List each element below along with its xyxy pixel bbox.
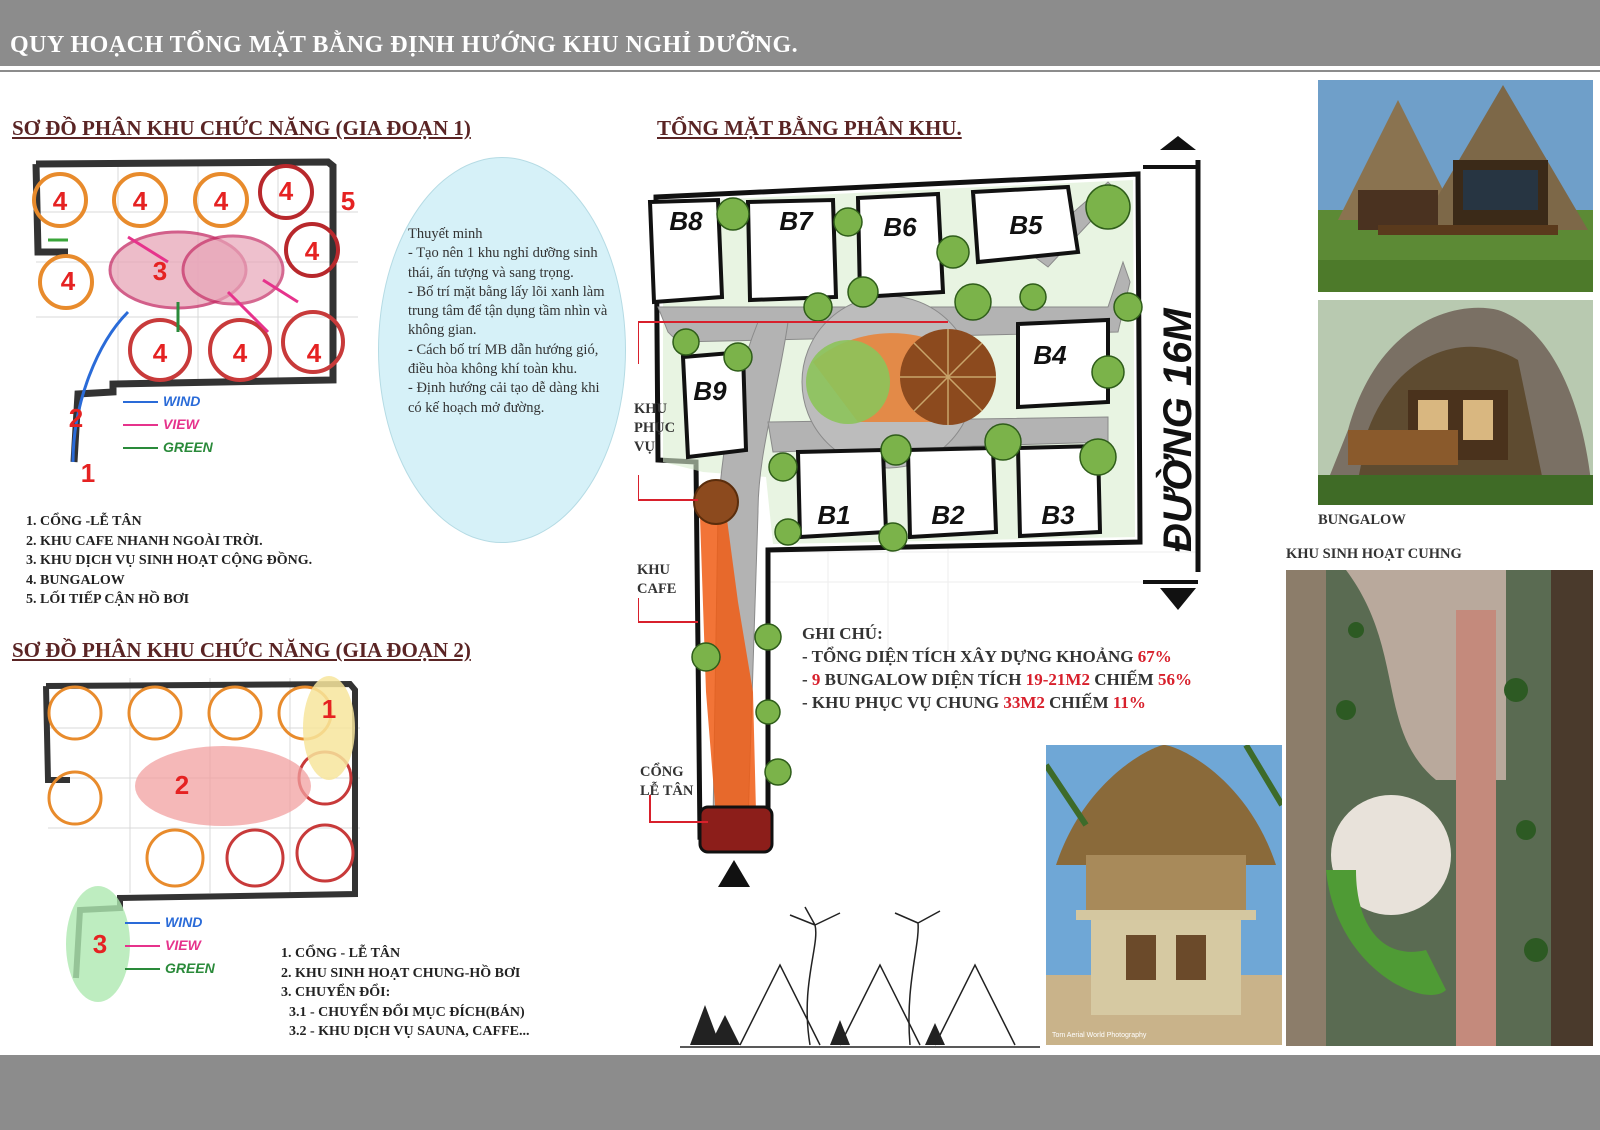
phase1-zoning-diagram bbox=[28, 152, 373, 488]
footer-bar bbox=[0, 1055, 1600, 1130]
notes-text: - TỔNG DIỆN TÍCH XÂY DỰNG KHOẢNG bbox=[802, 647, 1138, 666]
photo-watermark: Tom Aerial World Photography bbox=[1052, 1032, 1147, 1039]
description-heading: Thuyết minh bbox=[408, 226, 483, 242]
zone-number: 4 bbox=[306, 338, 322, 368]
notes-line bbox=[802, 645, 1192, 668]
round-thatched-hut-image bbox=[1046, 745, 1282, 1045]
gate-zone-label bbox=[640, 763, 693, 801]
notes-value: 56% bbox=[1157, 670, 1192, 689]
service-zone-line: KHU bbox=[634, 401, 668, 417]
gate-zone-line: LỄ TÂN bbox=[640, 783, 694, 799]
bungalow-elevation-sketch bbox=[680, 905, 1040, 1055]
notes-text: - KHU PHỤC VỤ CHUNG bbox=[802, 693, 1004, 712]
bungalow-photo-1 bbox=[1318, 80, 1593, 292]
notes-line bbox=[802, 691, 1192, 714]
masterplan-title: TỔNG MẶT BẰNG PHÂN KHU. bbox=[657, 116, 962, 140]
zone-number: 4 bbox=[278, 176, 294, 206]
zone-number: 5 bbox=[340, 186, 356, 216]
phase1-legend-item: 2. KHU CAFE NHANH NGOÀI TRỜI. bbox=[26, 533, 263, 549]
bungalow-label: B6 bbox=[883, 212, 917, 242]
cafe-zone-label bbox=[637, 561, 676, 599]
legend-wind-label: WIND bbox=[165, 914, 203, 930]
cafe-zone-line: CAFE bbox=[637, 581, 677, 597]
service-zone-line: PHỤC bbox=[634, 420, 676, 436]
zone-number: 2 bbox=[174, 770, 190, 800]
page-title: QUY HOẠCH TỔNG MẶT BẰNG ĐỊNH HƯỚNG KHU NGHỈ DƯỠNG. bbox=[10, 32, 799, 58]
phase1-legend bbox=[26, 512, 312, 610]
cafe-zone-line: KHU bbox=[637, 562, 671, 578]
zone-number: 1 bbox=[321, 694, 337, 724]
legend-view-label: VIEW bbox=[165, 937, 201, 953]
phase2-legend-item: 3. CHUYỂN ĐỔI: bbox=[281, 985, 391, 1000]
header-divider bbox=[0, 70, 1600, 72]
notes-heading: GHI CHÚ: bbox=[802, 624, 883, 643]
notes-text: CHIẾM bbox=[1044, 693, 1113, 712]
zone-number: 4 bbox=[213, 186, 229, 216]
notes-block bbox=[802, 622, 1192, 714]
phase2-legend-item: 2. KHU SINH HOẠT CHUNG-HỒ BƠI bbox=[281, 965, 521, 981]
thatched-bungalow-image bbox=[1318, 300, 1593, 505]
round-hut-photo bbox=[1046, 745, 1282, 1045]
phase2-legend-item: 3.2 - KHU DỊCH VỤ SAUNA, CAFFE... bbox=[289, 1024, 530, 1039]
bungalow-label: B5 bbox=[1009, 210, 1043, 240]
legend-green-label: GREEN bbox=[163, 439, 213, 455]
zone-number: 4 bbox=[152, 338, 168, 368]
phase1-legend-item: 3. KHU DỊCH VỤ SINH HOẠT CỘNG ĐỒNG. bbox=[26, 553, 313, 568]
zone-number: 4 bbox=[132, 186, 148, 216]
notes-value: 67% bbox=[1137, 647, 1172, 666]
service-zone-line: VỤ bbox=[634, 439, 655, 455]
zone-number: 3 bbox=[92, 929, 108, 959]
notes-text: - bbox=[802, 670, 812, 689]
phase2-legend-item: 3.1 - CHUYỂN ĐỔI MỤC ĐÍCH(BÁN) bbox=[289, 1004, 525, 1020]
service-zone-label bbox=[634, 400, 675, 457]
zone-number: 4 bbox=[52, 186, 68, 216]
gate-zone-line: CỔNG bbox=[640, 764, 684, 780]
zone-number: 1 bbox=[80, 458, 96, 488]
bungalow-label: B2 bbox=[931, 500, 965, 530]
notes-text: BUNGALOW DIỆN TÍCH bbox=[820, 670, 1026, 689]
phase1-title: SƠ ĐỒ PHÂN KHU CHỨC NĂNG (GIA ĐOẠN 1) bbox=[12, 116, 471, 140]
common-area-caption: KHU SINH HOẠT CUHNG bbox=[1286, 546, 1462, 562]
notes-value: 9 bbox=[811, 670, 821, 689]
legend-wind-label: WIND bbox=[163, 393, 201, 409]
a-frame-bungalow-image bbox=[1318, 80, 1593, 292]
description-line: - Bố trí mặt bằng lấy lõi xanh làm trung tâm để tận dụng tầm nhìn và không gian. bbox=[408, 283, 608, 339]
bungalow-label: B8 bbox=[669, 206, 703, 236]
description-line: - Tạo nên 1 khu nghỉ dưỡng sinh thái, ấn tượng và sang trọng. bbox=[408, 245, 598, 281]
phase1-legend-item: 4. BUNGALOW bbox=[26, 572, 125, 588]
phase2-legend-item: 1. CỔNG - LỄ TÂN bbox=[281, 946, 401, 961]
notes-value: 11% bbox=[1112, 693, 1146, 712]
bungalow-photo-2 bbox=[1318, 300, 1593, 505]
zone-number: 3 bbox=[152, 256, 168, 286]
bungalow-label: B3 bbox=[1041, 500, 1075, 530]
legend-view-label: VIEW bbox=[163, 416, 199, 432]
road-label: ĐƯỜNG 16M bbox=[1156, 308, 1200, 552]
bungalow-label: B4 bbox=[1033, 340, 1067, 370]
legend-green-label: GREEN bbox=[165, 960, 215, 976]
bungalow-label: B7 bbox=[779, 206, 813, 236]
description-text bbox=[408, 225, 613, 418]
zone-number: 2 bbox=[68, 403, 84, 433]
bungalow-label: B1 bbox=[817, 500, 851, 530]
phase2-title: SƠ ĐỒ PHÂN KHU CHỨC NĂNG (GIA ĐOẠN 2) bbox=[12, 638, 471, 662]
bungalow-caption: BUNGALOW bbox=[1318, 512, 1406, 528]
phase1-legend-item: 1. CỔNG -LỄ TÂN bbox=[26, 514, 142, 529]
notes-text: CHIẾM bbox=[1089, 670, 1158, 689]
zone-number: 4 bbox=[232, 338, 248, 368]
phase2-legend bbox=[281, 944, 529, 1042]
bungalow-label: B9 bbox=[693, 376, 727, 406]
phase1-legend-item: 5. LỐI TIẾP CẬN HỒ BƠI bbox=[26, 592, 190, 607]
description-line: - Định hướng cải tạo dễ dàng khi có kế hoạch mở đường. bbox=[408, 380, 600, 416]
zone-number: 4 bbox=[60, 266, 76, 296]
notes-value: 19-21M2 bbox=[1025, 670, 1090, 689]
zone-number: 4 bbox=[304, 236, 320, 266]
description-line: - Cách bố trí MB dẫn hướng gió, điều hòa không khí toàn khu. bbox=[408, 341, 599, 378]
common-area-photo bbox=[1286, 570, 1593, 1046]
courtyard-aerial-image bbox=[1286, 570, 1593, 1046]
notes-value: 33M2 bbox=[1003, 693, 1045, 712]
notes-line bbox=[802, 668, 1192, 691]
